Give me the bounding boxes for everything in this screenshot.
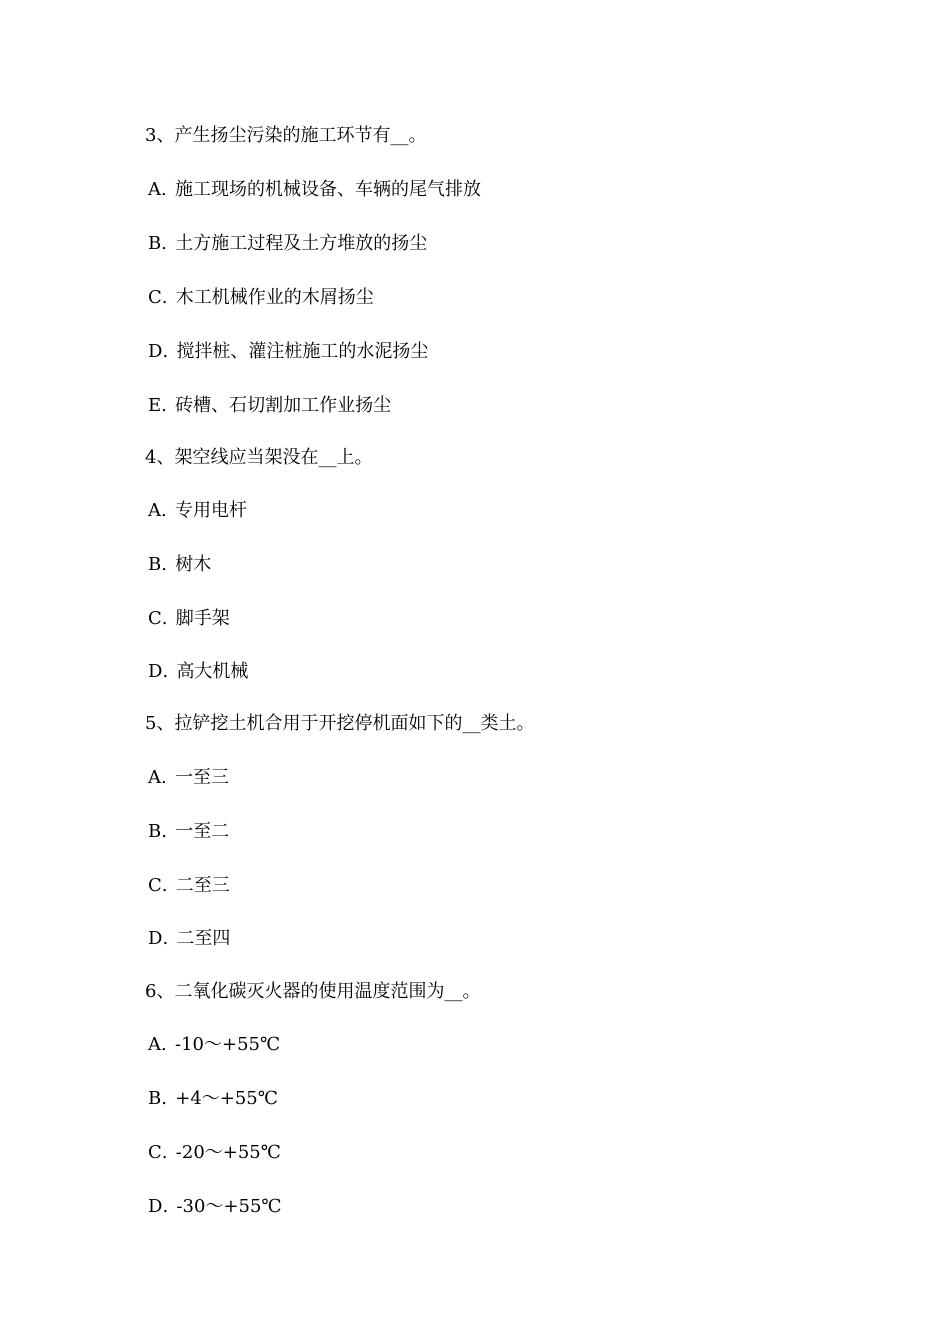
option-letter: A: [148, 1034, 161, 1055]
option-text: 二至三: [175, 875, 230, 896]
option-text: 一至三: [175, 767, 229, 788]
option-text: 专用电杆: [175, 500, 247, 521]
option-text: +4～+55℃: [175, 1088, 278, 1109]
option-separator: .: [162, 928, 169, 949]
option-letter: D: [148, 928, 163, 949]
question-6-option-c: [148, 1141, 281, 1165]
option-separator: .: [161, 287, 168, 308]
option-separator: .: [161, 608, 168, 629]
option-letter: D: [148, 1196, 163, 1217]
question-4-option-a: [148, 499, 247, 523]
question-5-option-a: [148, 766, 229, 790]
option-separator: .: [161, 767, 167, 788]
option-text: 一至二: [175, 821, 230, 842]
option-text: 高大机械: [176, 661, 249, 682]
question-3-option-d: [148, 340, 428, 364]
option-text: 脚手架: [175, 608, 230, 629]
question-6-option-a: [148, 1033, 280, 1057]
option-separator: .: [161, 821, 167, 842]
question-3-option-c: [148, 286, 374, 310]
question-6-option-b: [148, 1087, 278, 1111]
question-4-stem: 4、架空线应当架没在__上。: [145, 447, 373, 468]
option-separator: .: [162, 661, 169, 682]
option-letter: C: [148, 875, 162, 896]
option-separator: .: [161, 1142, 168, 1163]
question-4-option-b: [148, 553, 211, 577]
option-separator: .: [161, 179, 167, 200]
question-3-stem: 3、产生扬尘污染的施工环节有__。: [145, 125, 427, 146]
option-separator: .: [161, 500, 167, 521]
question-6-stem: 6、二氧化碳灭火器的使用温度范围为__。: [145, 981, 481, 1002]
option-text: 砖槽、石切割加工作业扬尘: [175, 395, 392, 416]
option-separator: .: [161, 233, 167, 254]
option-letter: C: [148, 608, 162, 629]
option-separator: .: [161, 1034, 167, 1055]
option-letter: A: [148, 500, 161, 521]
question-3-option-a: [148, 178, 481, 202]
option-letter: C: [148, 1142, 162, 1163]
option-text: -10～+55℃: [175, 1034, 281, 1055]
option-letter: D: [148, 341, 163, 362]
option-text: 土方施工过程及土方堆放的扬尘: [175, 233, 428, 254]
option-letter: C: [148, 287, 162, 308]
option-text: 施工现场的机械设备、车辆的尾气排放: [175, 179, 481, 200]
option-text: 搅拌桩、灌注桩施工的水泥扬尘: [176, 341, 429, 362]
option-letter: B: [148, 233, 162, 254]
question-5-option-c: [148, 874, 230, 898]
option-separator: .: [161, 1088, 167, 1109]
option-letter: B: [148, 821, 162, 842]
option-letter: D: [148, 661, 163, 682]
option-separator: .: [161, 875, 168, 896]
question-5-option-b: [148, 820, 229, 844]
option-letter: A: [148, 767, 161, 788]
option-letter: B: [148, 1088, 162, 1109]
option-letter: A: [148, 179, 161, 200]
option-text: 木工机械作业的木屑扬尘: [175, 287, 374, 308]
question-4-option-c: [148, 607, 230, 631]
option-letter: B: [148, 554, 162, 575]
option-separator: .: [161, 554, 167, 575]
question-3-option-e: [148, 394, 391, 418]
option-letter: E: [148, 395, 162, 416]
option-text: 树木: [175, 554, 212, 575]
question-3-option-b: [148, 232, 427, 256]
option-text: 二至四: [176, 928, 231, 949]
question-4-option-d: [148, 660, 248, 684]
option-separator: .: [161, 395, 167, 416]
question-6-option-d: [148, 1195, 282, 1219]
option-text: -30～+55℃: [176, 1196, 282, 1217]
option-text: -20～+55℃: [175, 1142, 281, 1163]
question-5-stem: 5、拉铲挖土机合用于开挖停机面如下的__类土。: [145, 713, 535, 734]
question-5-option-d: [148, 927, 230, 951]
option-separator: .: [162, 1196, 169, 1217]
option-separator: .: [162, 341, 169, 362]
